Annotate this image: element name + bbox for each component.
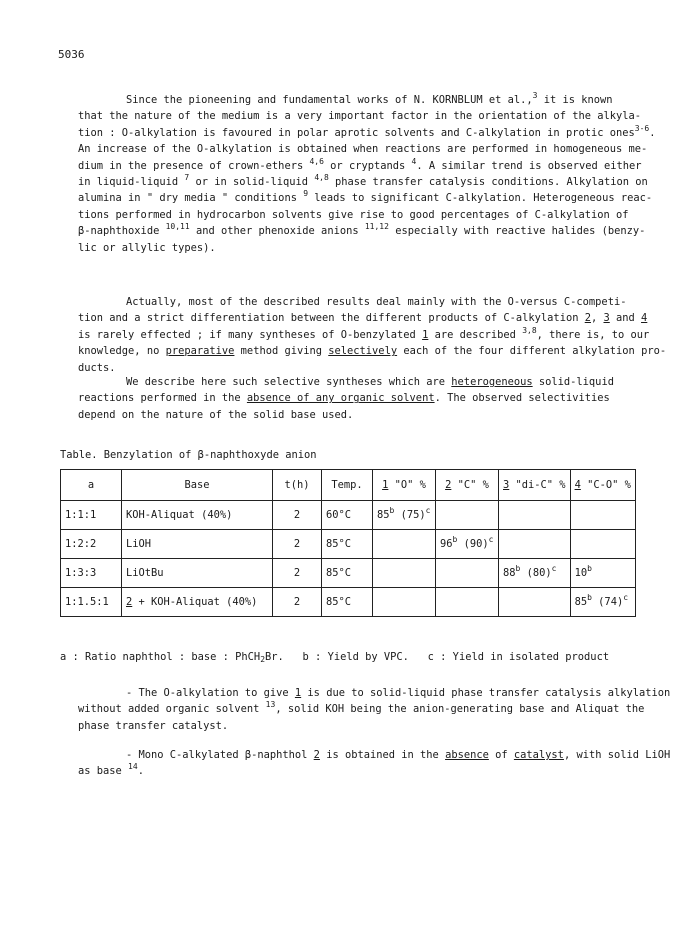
header-temp: Temp. [322, 470, 373, 501]
cell-base: KOH-Aliquat (40%) [122, 501, 273, 530]
header-co-yield: 4 "C-O" % [570, 470, 635, 501]
cell-base: 2 + KOH-Aliquat (40%) [122, 588, 273, 617]
paragraph-selective-syntheses: We describe here such selective syntheses which are heterogeneous solid-liquid reactions performed in the absence of any organic solvent. The observed selectivities depend on the nature of the solid base used. [78, 376, 614, 421]
benzylation-table [60, 469, 636, 617]
cell-o-yield [373, 588, 436, 617]
table-row [61, 559, 636, 588]
cell-temp: 85°C [322, 559, 373, 588]
cell-temp: 60°C [322, 501, 373, 530]
cell-co-yield: 10$^b$ [570, 559, 635, 588]
header-ratio: a [61, 470, 122, 501]
cell-c-yield [436, 588, 499, 617]
cell-c-yield [436, 501, 499, 530]
paragraph-c-alkylation: - Mono C-alkylated β-naphthol 2 is obtained in the absence of catalyst, with solid LiOH as base $^{14}$. [78, 749, 671, 778]
header-base: Base [122, 470, 273, 501]
paragraph-competition: Actually, most of the described results deal mainly with the O-versus C-competi- tion and a strict differentiation between the different products of C-alkylation 2, 3 and 4 is rarely effected ; if many syntheses of O-benzylated 1 are described $^{3,8}$, there is, to our knowledge, no preparative method giving selectively each of the four different alkylation pro- ducts. [78, 296, 667, 374]
page-number: 5036 [58, 48, 85, 61]
cell-base: LiOtBu [122, 559, 273, 588]
cell-ratio: 1:1:1 [61, 501, 122, 530]
cell-time: 2 [273, 501, 322, 530]
cell-time: 2 [273, 559, 322, 588]
cell-o-yield [373, 559, 436, 588]
cell-co-yield [570, 501, 635, 530]
cell-co-yield: 85$^b$ $(74)^c$ [570, 588, 635, 617]
header-c-yield: 2 "C" % [436, 470, 499, 501]
cell-dic-yield [499, 588, 571, 617]
cell-ratio: 1:1.5:1 [61, 588, 122, 617]
cell-o-yield: 85$^b$ $(75)^c$ [373, 501, 436, 530]
cell-c-yield: 96$^b$ $(90)^c$ [436, 530, 499, 559]
cell-dic-yield: 88$^b$ $(80)^c$ [499, 559, 571, 588]
table-caption: Table. Benzylation of β-naphthoxyde anion [60, 449, 317, 461]
paragraph-o-alkylation: - The O-alkylation to give 1 is due to solid-liquid phase transfer catalysis alkylation without added organic solvent $^{13}$, solid KOH being the anion-generating base and Aliquat the phase transfer catalyst. [78, 687, 671, 732]
cell-ratio: 1:2:2 [61, 530, 122, 559]
cell-ratio: 1:3:3 [61, 559, 122, 588]
cell-co-yield [570, 530, 635, 559]
paragraph-intro: Since the pioneening and fundamental works of N. KORNBLUM et al.,$^3$ it is known that the nature of the medium is a very important factor in the orientation of the alkyla- tion : O-alkylation is favoured in polar aprotic solvents and C-alkylation in protic ones$^{3-6}$. An increase of the O-alkylation is obtained when reactions are performed in homogeneous me- dium in the presence of crown-ethers $^{4,6}$ or cryptands $^4$. A similar trend is observed either in liquid-liquid $^7$ or in solid-liquid $^{4,8}$ phase transfer catalysis conditions. Alkylation on alumina in " dry media " conditions $^9$ leads to significant C-alkylation. Heterogeneous reac- tions performed in hydrocarbon solvents give rise to good percentages of C-alkylation of β-naphthoxide $^{10,11}$ and other phenoxide anions $^{11,12}$ especially with reactive halides (benzy- lic or allylic types). [78, 91, 656, 254]
table-header-row [61, 470, 636, 501]
cell-o-yield [373, 530, 436, 559]
header-o-yield: 1 "O" % [373, 470, 436, 501]
cell-dic-yield [499, 501, 571, 530]
table-row [61, 588, 636, 617]
cell-c-yield [436, 559, 499, 588]
cell-base: LiOH [122, 530, 273, 559]
table-row [61, 501, 636, 530]
cell-temp: 85°C [322, 588, 373, 617]
header-time: t(h) [273, 470, 322, 501]
cell-time: 2 [273, 588, 322, 617]
table-row [61, 530, 636, 559]
header-dic-yield: 3 "di-C" % [499, 470, 571, 501]
cell-time: 2 [273, 530, 322, 559]
cell-temp: 85°C [322, 530, 373, 559]
table-footnote: a : Ratio naphthol : base : PhCH$_2$Br. b : Yield by VPC. c : Yield in isolated product [60, 651, 610, 664]
cell-dic-yield [499, 530, 571, 559]
